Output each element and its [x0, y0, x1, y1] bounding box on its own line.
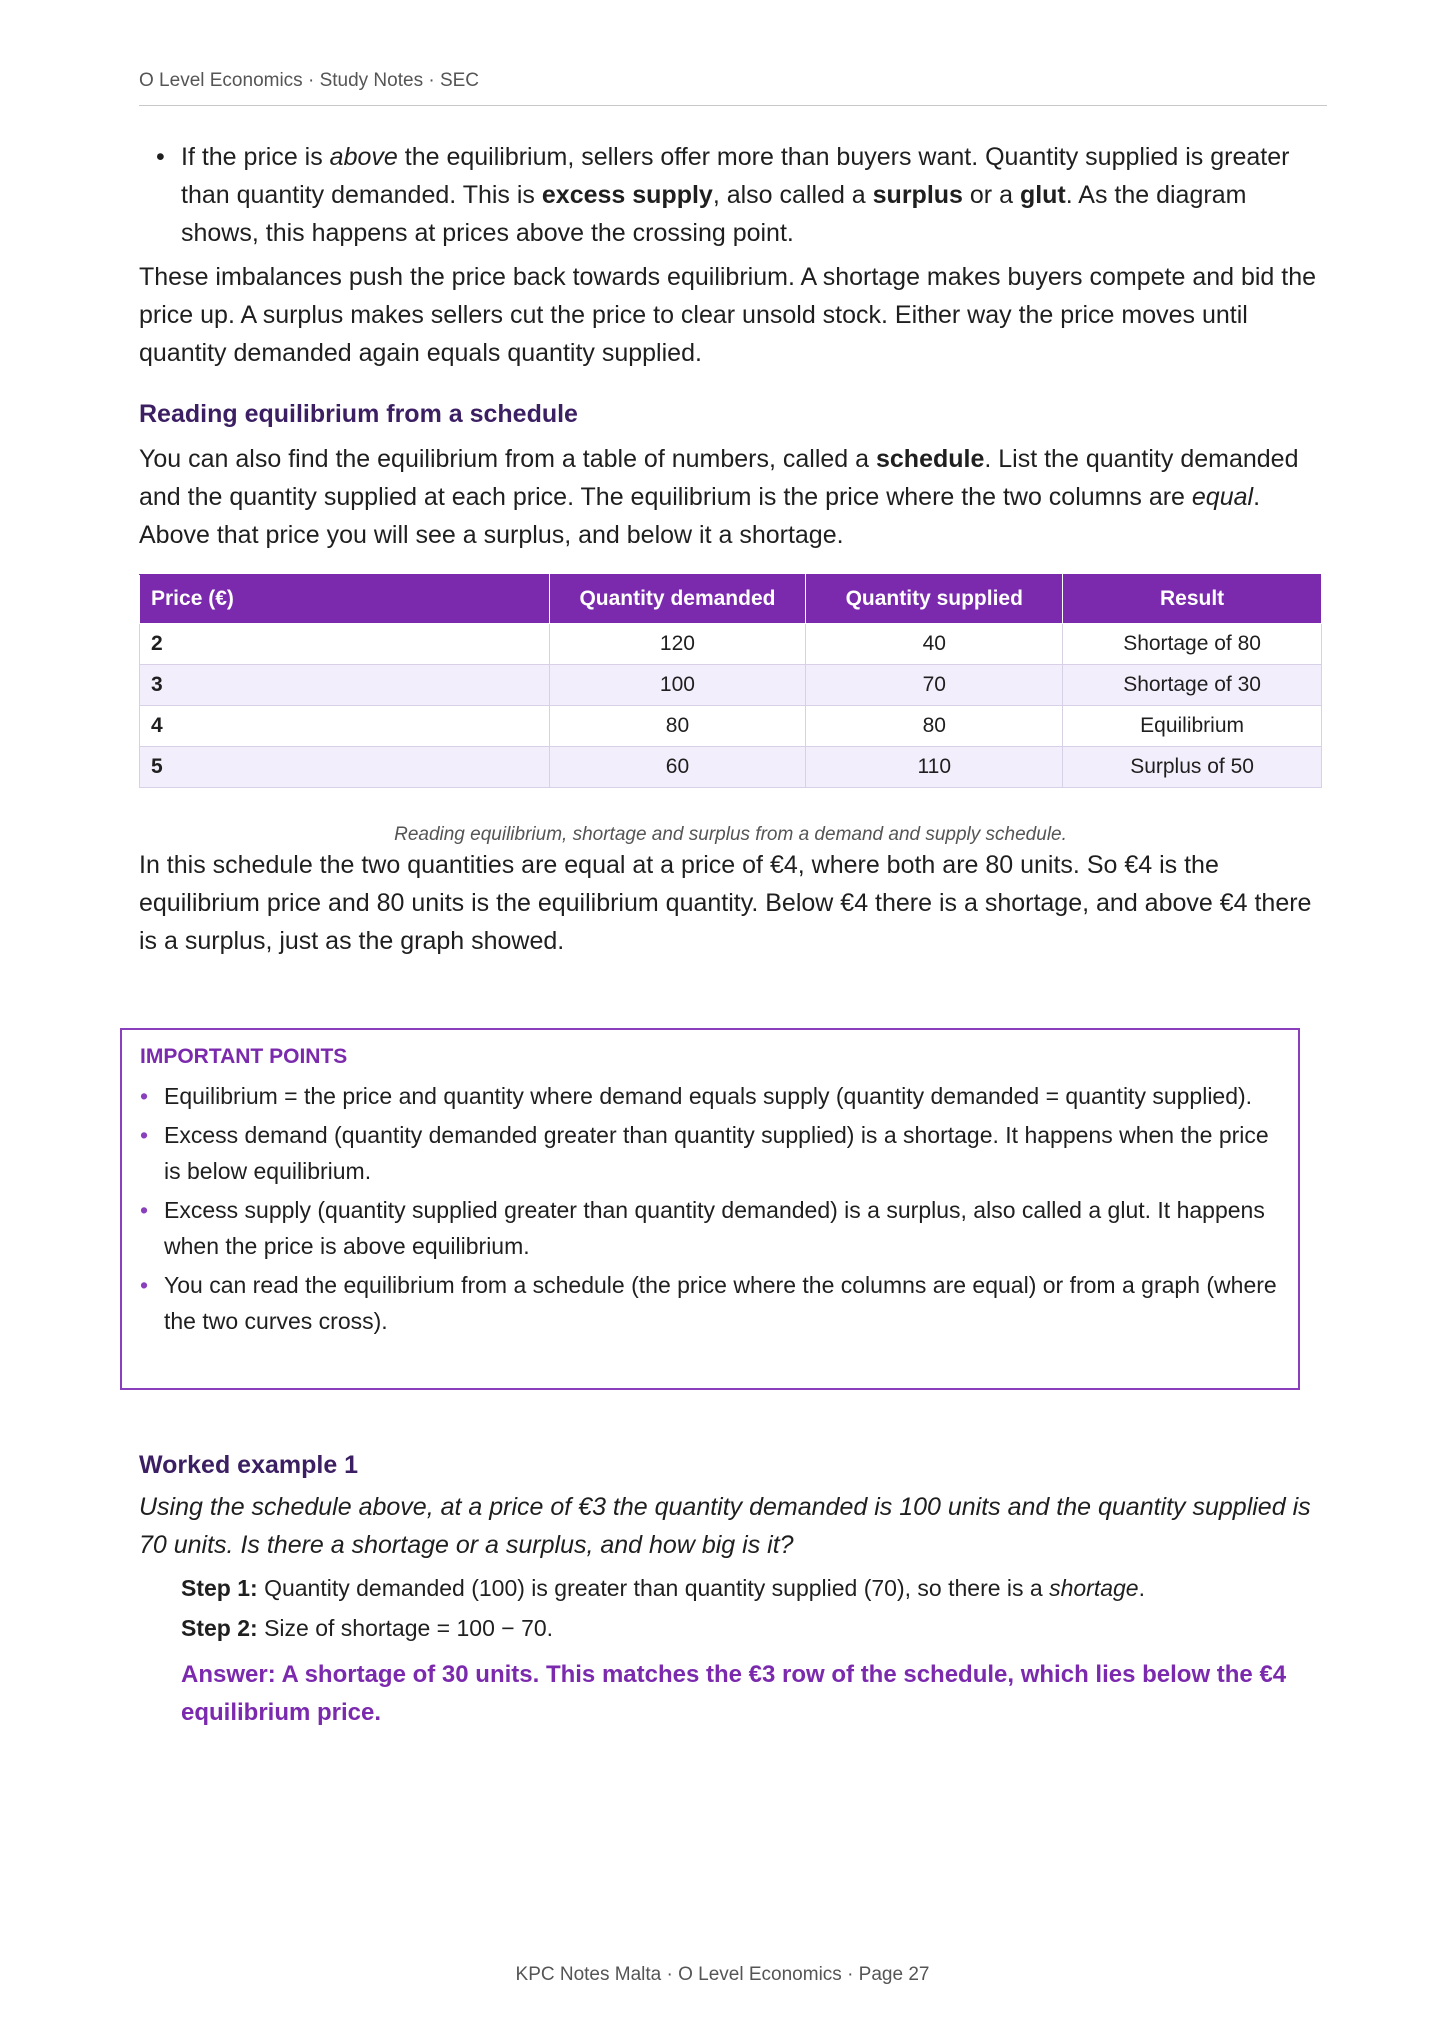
table-cell: Equilibrium	[1063, 706, 1322, 747]
worked-example-answer: Answer: A shortage of 30 units. This matches the €3 row of the schedule, which lies below the €4 equilibrium price.	[181, 1661, 1287, 1726]
table-cell: 100	[549, 665, 806, 706]
text-run: the equilibrium, sellers offer more than buyers want. Quantity supplied is greater than quantity demanded. This is	[181, 143, 1290, 209]
table-cell: 80	[806, 706, 1063, 747]
table-cell: 70	[806, 665, 1063, 706]
bold-term: glut	[1019, 181, 1066, 209]
text-run: If the price is	[181, 143, 330, 171]
table-cell: 5	[140, 747, 550, 788]
header-divider	[139, 105, 1327, 106]
text-run: or a	[962, 181, 1020, 209]
important-points-box	[120, 1028, 1300, 1390]
bullet-icon: •	[140, 1197, 149, 1223]
bold-term: surplus	[872, 181, 963, 209]
text-run: You can also find the equilibrium from a table of numbers, called a	[139, 445, 876, 473]
bullet-text	[181, 138, 1327, 252]
bullet-icon: •	[140, 1083, 149, 1109]
bold-term: excess supply	[541, 181, 713, 209]
bullet-excess-supply	[139, 138, 1327, 252]
list-item-text: Equilibrium = the price and quantity where demand equals supply (quantity demanded = quantity supplied).	[164, 1083, 1253, 1109]
table-cell: 40	[806, 624, 1063, 665]
step-2	[139, 1608, 1329, 1648]
table-cell: 3	[140, 665, 550, 706]
table-row	[140, 665, 1322, 706]
running-header: O Level Economics · Study Notes · SEC	[139, 70, 480, 91]
table-caption: Reading equilibrium, shortage and surplus from a demand and supply schedule.	[394, 824, 1067, 845]
column-header: Quantity demanded	[549, 575, 806, 624]
bullet-icon: •	[156, 143, 165, 171]
table-cell: 2	[140, 624, 550, 665]
table-cell: 80	[549, 706, 806, 747]
column-header: Price (€)	[140, 575, 550, 624]
step-label: Step 1:	[181, 1575, 258, 1601]
table-row	[140, 747, 1322, 788]
table-cell: 60	[549, 747, 806, 788]
page-footer: KPC Notes Malta · O Level Economics · Page 27	[515, 1964, 930, 1985]
bold-term: schedule	[876, 445, 985, 473]
text-run: Size of shortage = 100 − 70.	[257, 1615, 554, 1641]
paragraph-schedule-intro	[139, 440, 1327, 554]
important-points-title: IMPORTANT POINTS	[140, 1045, 348, 1068]
table-row	[140, 706, 1322, 747]
table-cell: 4	[140, 706, 550, 747]
table-cell: Surplus of 50	[1063, 747, 1322, 788]
text-run: . List the quantity demanded and the quantity supplied at each price. The equilibrium is the price where the two columns are	[139, 445, 1299, 511]
worked-example-question: Using the schedule above, at a price of €3 the quantity demanded is 100 units and the quantity supplied is 70 units. Is there a shortage or a surplus, and how big is it?	[139, 1493, 1311, 1559]
emphasis-text: above	[329, 143, 398, 171]
column-header: Result	[1063, 575, 1322, 624]
list-item	[140, 1192, 1278, 1264]
list-item	[140, 1078, 1278, 1114]
table-cell: Shortage of 30	[1063, 665, 1322, 706]
table-cell: 110	[806, 747, 1063, 788]
list-item-text: You can read the equilibrium from a schedule (the price where the columns are equal) or from a graph (where the two curves cross).	[164, 1272, 1277, 1334]
list-item	[140, 1117, 1278, 1189]
main-content	[139, 138, 1327, 960]
emphasis-text: equal	[1191, 483, 1254, 511]
paragraph-schedule-result: In this schedule the two quantities are equal at a price of €4, where both are 80 units. So €4 is the equilibrium price and 80 units is the equilibrium quantity. Below €4 there is a shortage, and above €4 there is a surplus, just as the graph showed.	[139, 851, 1312, 955]
table-header-row	[140, 575, 1322, 624]
worked-example	[139, 1448, 1329, 1732]
column-header: Quantity supplied	[806, 575, 1063, 624]
bullet-icon: •	[140, 1122, 149, 1148]
step-label: Step 2:	[181, 1615, 258, 1641]
bullet-icon: •	[140, 1272, 149, 1298]
list-item-text: Excess demand (quantity demanded greater than quantity supplied) is a shortage. It happens when the price is below equilibrium.	[164, 1122, 1269, 1184]
text-run: . As the diagram shows, this happens at prices above the crossing point.	[181, 181, 1247, 247]
list-item	[140, 1267, 1278, 1339]
emphasis-text: shortage	[1049, 1575, 1139, 1601]
table-row	[140, 624, 1322, 665]
table-cell: 120	[549, 624, 806, 665]
text-run: . Above that price you will see a surplus, and below it a shortage.	[139, 483, 1261, 549]
list-item-text: Excess supply (quantity supplied greater than quantity demanded) is a surplus, also called a glut. It happens when the price is above equilibrium.	[164, 1197, 1265, 1259]
text-run: , also called a	[712, 181, 873, 209]
paragraph-imbalances: These imbalances push the price back towards equilibrium. A shortage makes buyers compete and bid the price up. A surplus makes sellers cut the price to clear unsold stock. Either way the price moves until quantity demanded again equals quantity supplied.	[139, 263, 1317, 367]
schedule-table	[139, 574, 1322, 788]
text-run: Quantity demanded (100) is greater than quantity supplied (70), so there is a	[257, 1575, 1050, 1601]
text-run: .	[1138, 1575, 1145, 1601]
section-heading: Reading equilibrium from a schedule	[139, 400, 578, 428]
table-cell: Shortage of 80	[1063, 624, 1322, 665]
step-1	[139, 1568, 1329, 1608]
worked-example-heading: Worked example 1	[139, 1451, 359, 1479]
